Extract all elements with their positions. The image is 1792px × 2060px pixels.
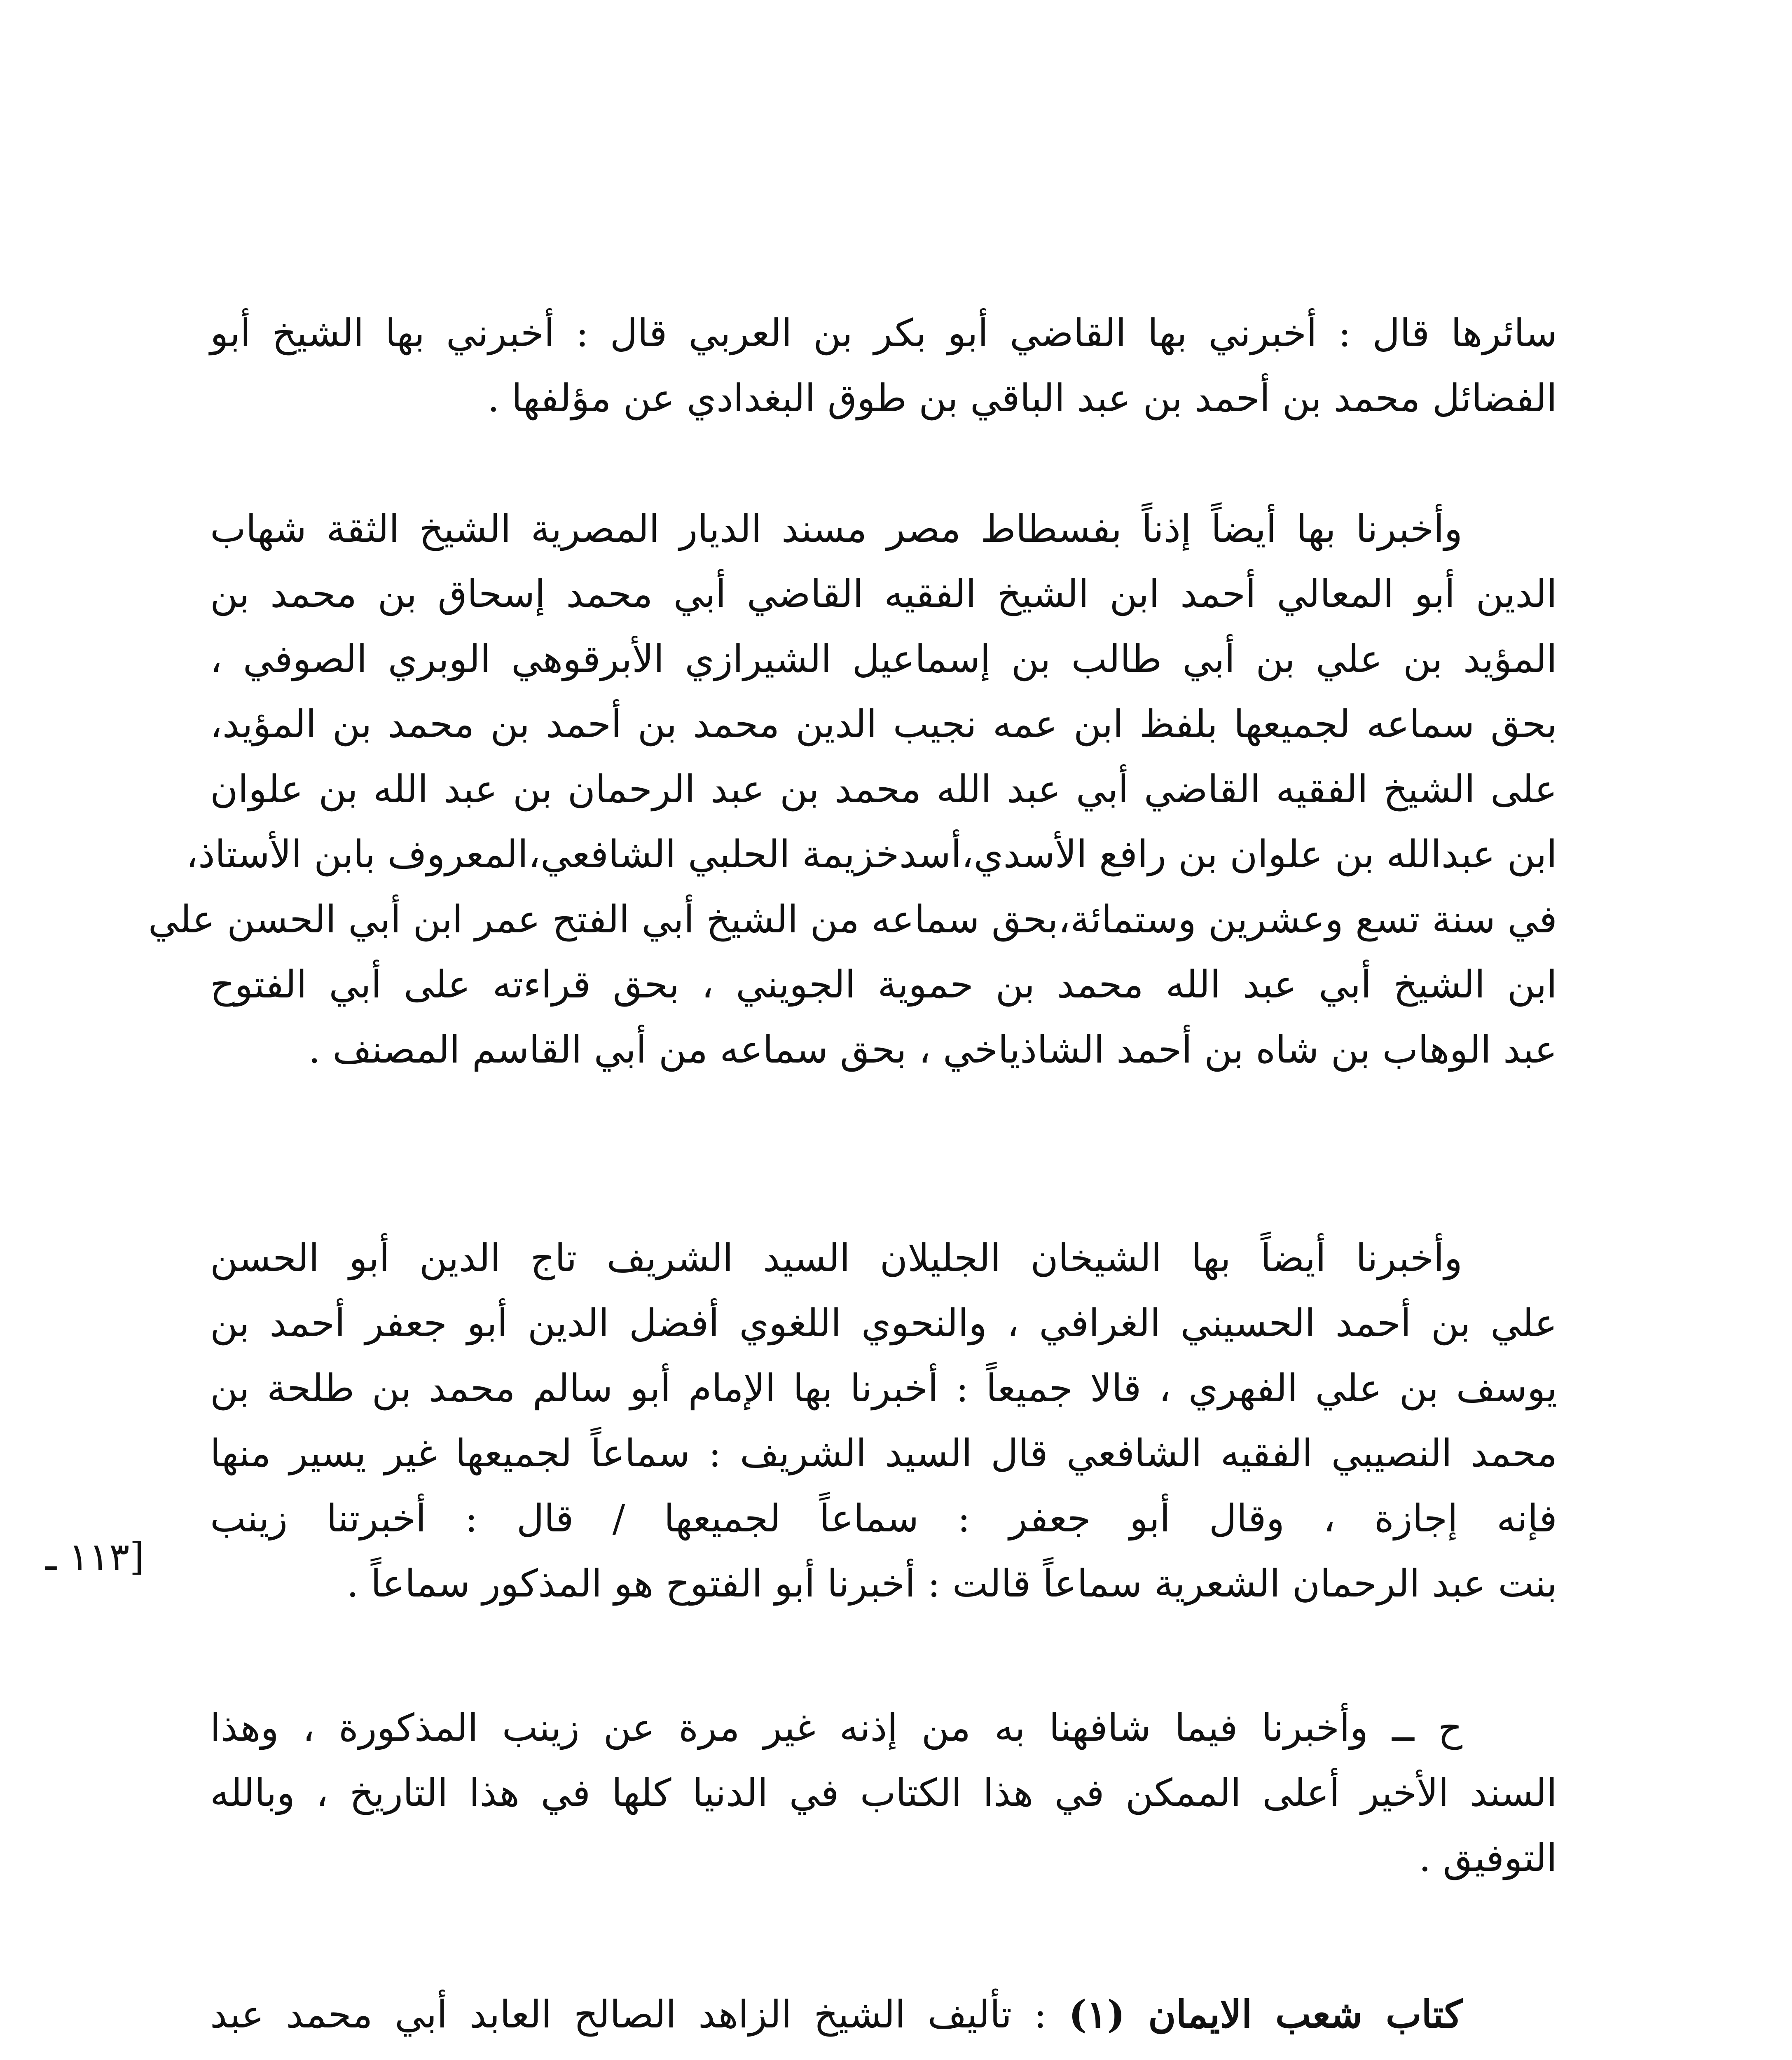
text-line: في سنة تسع وعشرين وستمائة،بحق سماعه من الشيخ أبي الفتح عمر ابن أبي الحسن علي: [148, 897, 1557, 941]
text-line: سائرها قال : أخبرني بها القاضي أبو بكر بن العربي قال : أخبرني بها الشيخ أبو: [210, 311, 1557, 355]
text-line: المؤيد بن علي بن أبي طالب بن إسماعيل الشيرازي الأبرقوهي الوبري الصوفي ،: [210, 637, 1557, 681]
paragraph-4: [210, 1695, 1557, 1891]
paragraph-2: [148, 496, 1557, 1082]
text-line: وأخبرنا بها أيضاً إذناً بفسطاط مصر مسند الديار المصرية الشيخ الثقة شهاب: [210, 507, 1462, 551]
text-line: علي بن أحمد الحسيني الغرافي ، والنحوي اللغوي أفضل الدين أبو جعفر أحمد بن: [210, 1301, 1557, 1345]
section-heading: [210, 1982, 1557, 2047]
text-line: يوسف بن علي الفهري ، قالا جميعاً : أخبرنا بها الإمام أبو سالم محمد بن طلحة بن: [210, 1366, 1557, 1410]
text-line: ح ــ وأخبرنا فيما شافهنا به من إذنه غير مرة عن زينب المذكورة ، وهذا: [210, 1706, 1462, 1750]
heading-text: : تأليف الشيخ الزاهد الصالح العابد أبي محمد عبد: [210, 1992, 1069, 2037]
paragraph-3: [210, 1226, 1557, 1616]
text-line: محمد النصيبي الفقيه الشافعي قال السيد الشريف : سماعاً لجميعها غير يسير منها: [210, 1431, 1557, 1475]
text-line: الفضائل محمد بن أحمد بن عبد الباقي بن طوق البغدادي عن مؤلفها .: [487, 376, 1557, 420]
text-line: على الشيخ الفقيه القاضي أبي عبد الله محمد بن عبد الرحمان بن عبد الله بن علوان: [210, 767, 1557, 811]
text-line: بنت عبد الرحمان الشعرية سماعاً قالت : أخبرنا أبو الفتوح هو المذكور سماعاً .: [346, 1561, 1557, 1606]
paragraph-1: [210, 301, 1557, 431]
margin-page-reference: [١١٣ ـ: [45, 1535, 145, 1579]
heading-title: كتاب شعب الايمان (١): [1069, 1992, 1462, 2037]
text-line: بحق سماعه لجميعها بلفظ ابن عمه نجيب الدين محمد بن أحمد بن محمد بن المؤيد،: [210, 702, 1557, 746]
text-line: ابن عبدالله بن علوان بن رافع الأسدي،أسدخزيمة الحلبي الشافعي،المعروف بابن الأستاذ،: [186, 832, 1557, 876]
text-line: وأخبرنا أيضاً بها الشيخان الجليلان السيد الشريف تاج الدين أبو الحسن: [210, 1236, 1462, 1280]
text-line: السند الأخير أعلى الممكن في هذا الكتاب في الدنيا كلها في هذا التاريخ ، وبالله: [210, 1771, 1557, 1815]
text-line: الدين أبو المعالي أحمد ابن الشيخ الفقيه القاضي أبي محمد إسحاق بن محمد بن: [210, 572, 1557, 616]
text-line: ابن الشيخ أبي عبد الله محمد بن حموية الجويني ، بحق قراءته على أبي الفتوح: [210, 962, 1557, 1007]
heading-line: [210, 1982, 1557, 2047]
text-line: التوفيق .: [1419, 1836, 1557, 1880]
text-line: فإنه إجازة ، وقال أبو جعفر : سماعاً لجميعها / قال : أخبرتنا زينب: [210, 1496, 1557, 1540]
text-line: عبد الوهاب بن شاه بن أحمد الشاذياخي ، بحق سماعه من أبي القاسم المصنف .: [308, 1028, 1557, 1072]
